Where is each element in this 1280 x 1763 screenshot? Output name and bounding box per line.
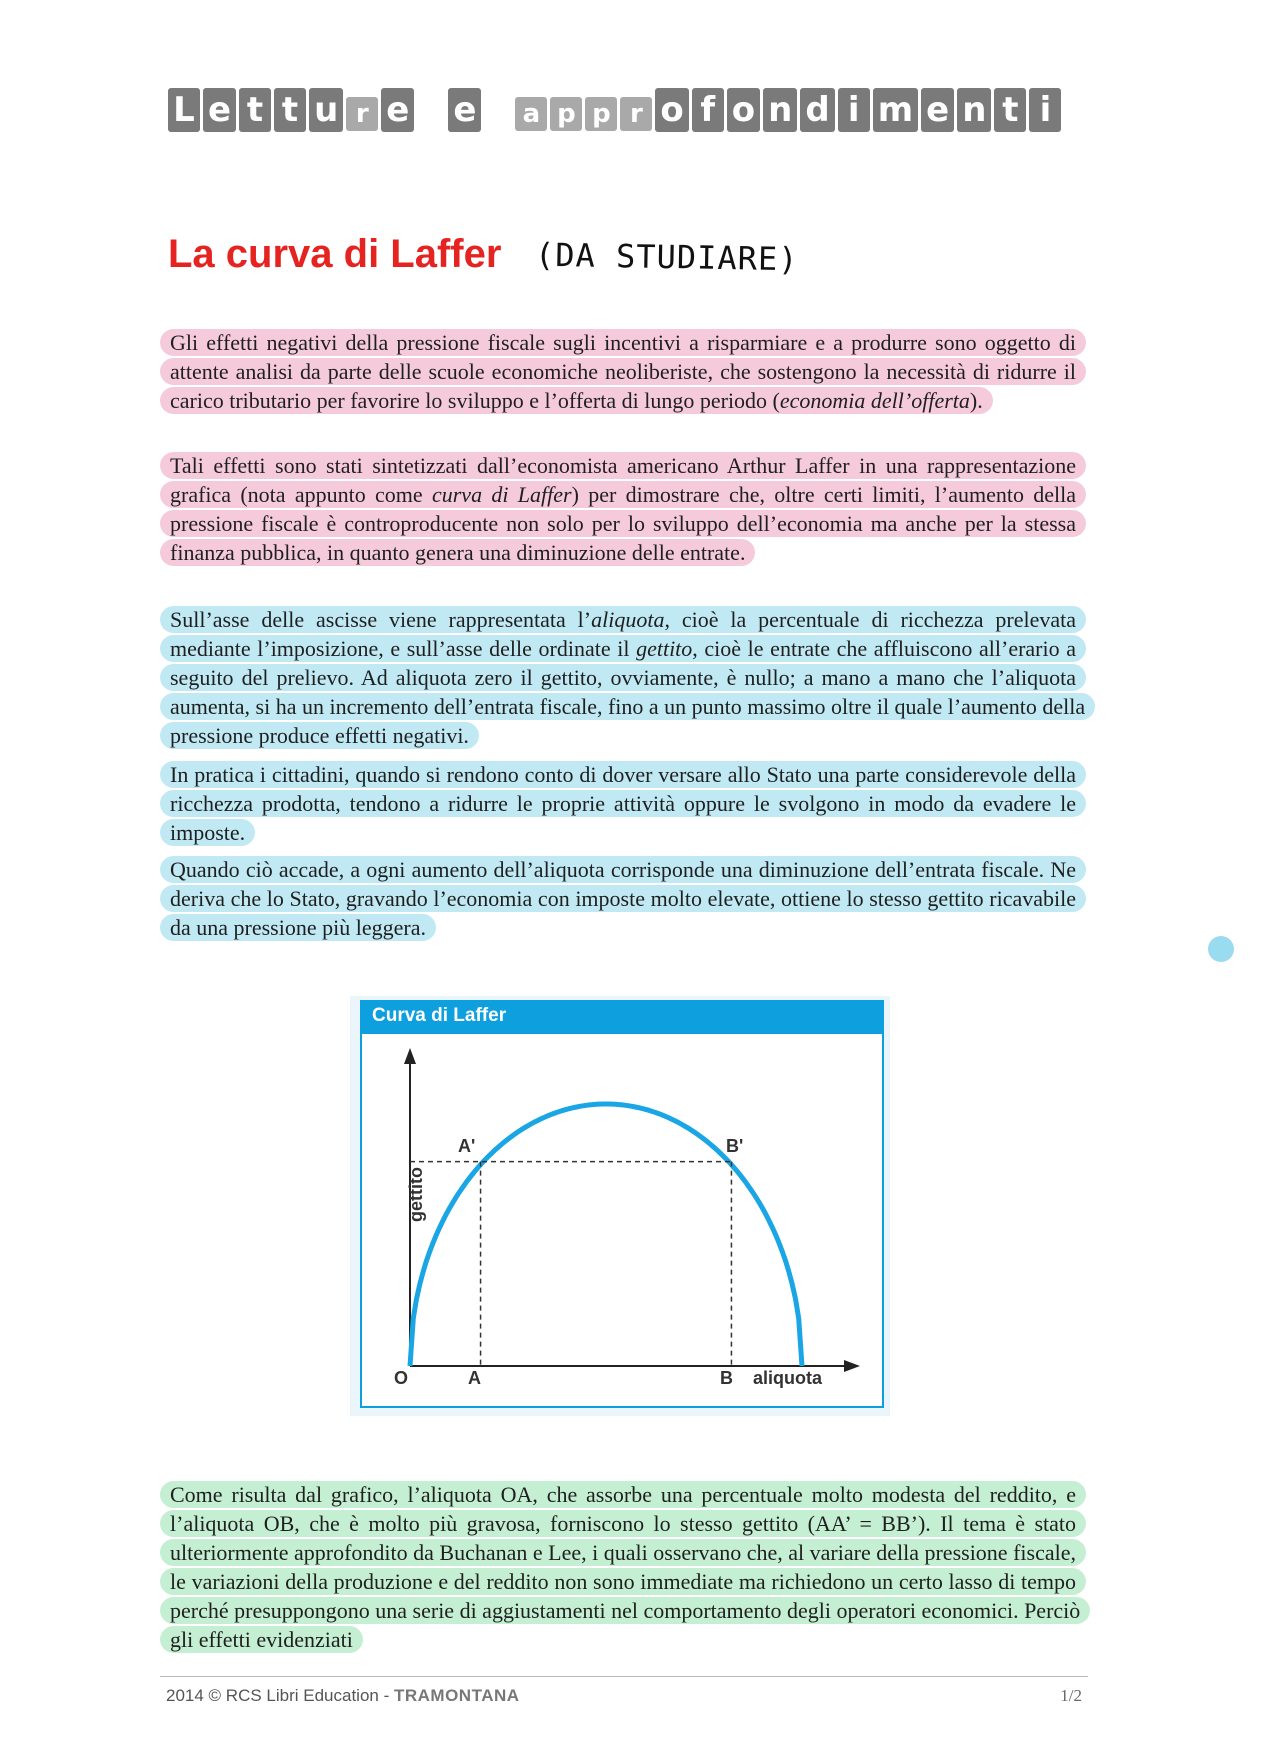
- paragraph-3: [160, 605, 1086, 750]
- header-letter: d: [800, 88, 834, 132]
- header-letter: t: [239, 88, 271, 132]
- point-a-prime-label: A': [458, 1136, 476, 1156]
- p3-emph-2: gettito: [636, 636, 693, 661]
- header-letter: f: [692, 88, 724, 132]
- p6-text: Come risulta dal grafico, l’aliquota OA, che assorbe una percentuale molto modesta del reddito, e l’aliquota OB, che è molto più gravosa, forniscono lo stesso gettito (AA’ = BB’). Il tema è stato ulteriormente approfondito da Buchanan e Lee, i quali osservano che, al variare della pressione fiscale, le variazioni della produzione e del reddito non sono immediate ma richiedono un certo lasso di tempo perché presuppongono una serie di aggiustamenti nel comportamento degli operatori economici. Perciò gli effetti evidenziati: [160, 1481, 1090, 1653]
- laffer-figure: [350, 996, 890, 1416]
- x-axis-label: aliquota: [753, 1368, 823, 1388]
- header-letter: i: [838, 88, 870, 132]
- section-header: [168, 88, 1061, 132]
- y-axis-arrow: [404, 1048, 416, 1064]
- handwritten-note: (DA STUDIARE): [534, 235, 799, 279]
- header-letter: r: [346, 97, 378, 131]
- paragraph-1: [160, 328, 1086, 415]
- highlight-dot: [1208, 936, 1234, 962]
- p1-text-b: ).: [969, 388, 983, 413]
- header-letter: e: [381, 88, 414, 132]
- p3-text-a: Sull’asse delle ascisse viene rappresentata l’: [170, 607, 592, 632]
- figure-plot: [360, 1032, 884, 1408]
- footer-copyright: [166, 1686, 520, 1706]
- paragraph-4: [160, 760, 1086, 847]
- page-number: 1/2: [1060, 1686, 1082, 1705]
- header-letter: u: [309, 88, 343, 132]
- header-letter: L: [168, 88, 200, 132]
- paragraph-2: [160, 451, 1086, 567]
- paragraph-6: [160, 1480, 1086, 1654]
- header-letter: o: [655, 88, 688, 132]
- p3-text-c: , cioè le entrate che affluiscono all’erario a seguito del prelievo. Ad aliquota zero il gettito, ovviamente, è nullo; a mano a mano che l’aliquota aumenta, si ha un incremento dell’entrata fiscale, fino a un punto massimo oltre il quale l’aumento della pressione produce effetti negativi.: [170, 636, 1086, 748]
- paragraph-5: [160, 855, 1086, 942]
- point-b-label: B: [720, 1368, 733, 1388]
- figure-header: Curva di Laffer: [360, 1000, 884, 1032]
- origin-label: O: [394, 1368, 409, 1388]
- header-letter: o: [727, 88, 760, 132]
- header-letter: t: [994, 88, 1026, 132]
- header-letter: i: [1029, 88, 1061, 132]
- point-b-prime-label: B': [726, 1136, 744, 1156]
- p1-emph: economia dell’offerta: [779, 388, 970, 413]
- footer-copyright-text: 2014 © RCS Libri Education -: [166, 1686, 394, 1705]
- footer-divider: [160, 1676, 1088, 1677]
- header-letter: a: [515, 97, 547, 131]
- p1-text-a: Gli effetti negativi della pressione fiscale sugli incentivi a risparmiare e a produrre sono oggetto di attente analisi da parte delle scuole economiche neoliberiste, che sostengono la necessità di ridurre il carico tributario per favorire lo sviluppo e l’offerta di lungo periodo (: [170, 330, 1076, 413]
- footer-brand: TRAMONTANA: [393, 1686, 520, 1705]
- p3-emph-1: aliquota: [591, 607, 665, 632]
- header-letter: e: [921, 88, 954, 132]
- p2-text-b: ) per dimostrare che, oltre certi limiti, l’aumento della pressione fiscale è controproducente non solo per lo sviluppo dell’economia ma anche per la stessa finanza pubblica, in quanto genera una diminuzione delle entrate.: [170, 482, 1077, 565]
- point-a-label: A: [468, 1368, 481, 1388]
- header-letter: p: [585, 97, 617, 131]
- laffer-chart: [362, 1034, 882, 1406]
- header-letter: e: [448, 88, 481, 132]
- header-letter: t: [274, 88, 306, 132]
- header-letter: p: [550, 97, 582, 131]
- header-letter: m: [873, 88, 918, 132]
- x-axis-arrow: [844, 1360, 860, 1372]
- page-title: La curva di Laffer: [168, 232, 502, 276]
- p2-text-a: Tali effetti sono stati sintetizzati dall’economista americano Arthur Laffer in una rappresentazione grafica (nota appunto come: [170, 453, 1076, 507]
- header-letter: n: [957, 88, 991, 132]
- header-letter: e: [203, 88, 236, 132]
- header-letter: r: [620, 97, 652, 131]
- p3-text-b: , cioè la percentuale di ricchezza prelevata mediante l’imposizione, e sull’asse delle ordinate il: [170, 607, 1077, 661]
- header-letter: n: [763, 88, 797, 132]
- p2-emph: curva di Laffer: [431, 482, 572, 507]
- p5-text: Quando ciò accade, a ogni aumento dell’aliquota corrisponde una diminuzione dell’entrata fiscale. Ne deriva che lo Stato, gravando l’economia con imposte molto elevate, ottiene lo stesso gettito ricavabile da una pressione più leggera.: [160, 856, 1086, 941]
- y-axis-label: gettito: [406, 1167, 426, 1222]
- p4-text: In pratica i cittadini, quando si rendono conto di dover versare allo Stato una parte considerevole della ricchezza prodotta, tendono a ridurre le proprie attività oppure le svolgono in modo da evadere le imposte.: [160, 761, 1086, 846]
